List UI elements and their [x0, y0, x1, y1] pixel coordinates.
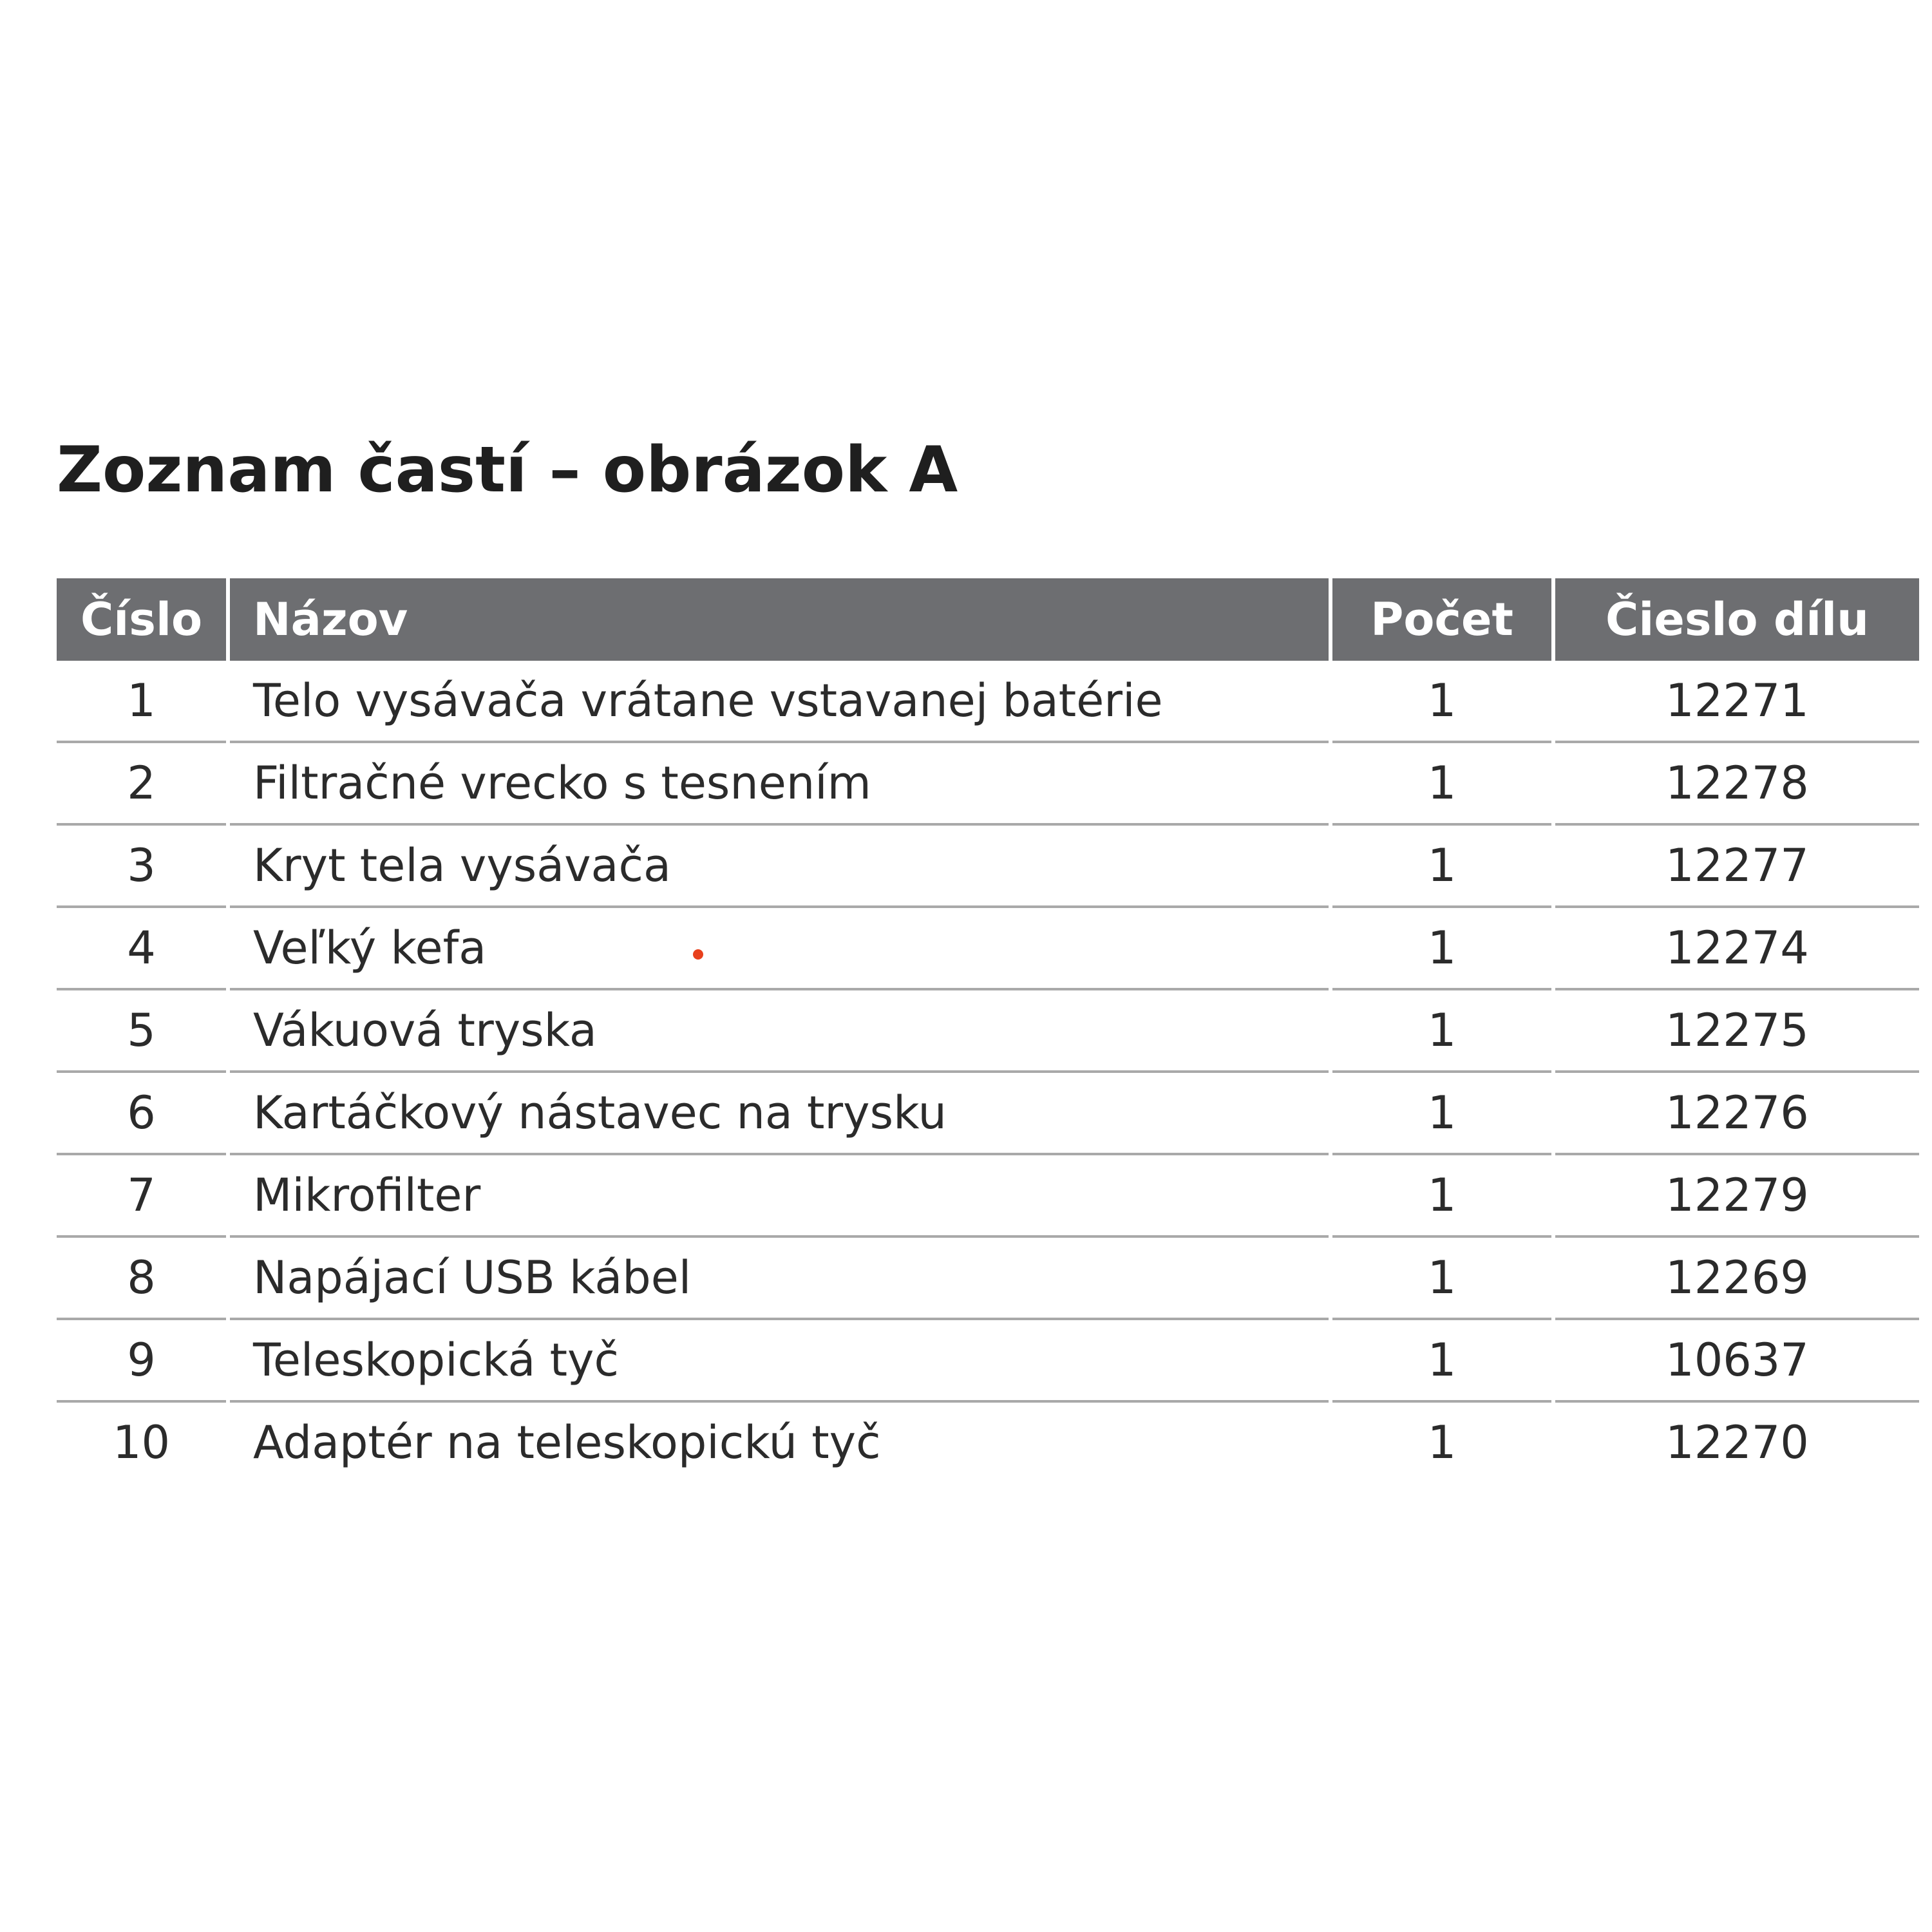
cell-quantity: 1: [1331, 824, 1553, 907]
cell-part-number: 12277: [1553, 824, 1919, 907]
cell-name: Mikrofilter: [228, 1154, 1331, 1236]
cell-name: Veľký kefa: [228, 907, 1331, 989]
cell-name: Filtračné vrecko s tesnením: [228, 742, 1331, 824]
cell-quantity: 1: [1331, 907, 1553, 989]
cell-name: Napájací USB kábel: [228, 1236, 1331, 1319]
cell-number: 3: [57, 824, 228, 907]
cell-quantity: 1: [1331, 1072, 1553, 1154]
cell-number: 5: [57, 989, 228, 1072]
table-row: [57, 1319, 1919, 1401]
table-row: [57, 661, 1919, 742]
cell-part-number: 10637: [1553, 1319, 1919, 1401]
header-part-number: Čieslo dílu: [1553, 578, 1919, 661]
table-row: [57, 742, 1919, 824]
table-row: [57, 1401, 1919, 1482]
table-row: [57, 1154, 1919, 1236]
cell-number: 1: [127, 674, 156, 727]
cell-name: Telo vysávača vrátane vstavanej batérie: [228, 661, 1331, 742]
marker-dot: [693, 949, 703, 960]
cell-number: 8: [57, 1236, 228, 1319]
table-row: [57, 824, 1919, 907]
cell-part-number: 12274: [1553, 907, 1919, 989]
cell-quantity: 1: [1331, 1401, 1553, 1482]
cell-part-number: 12279: [1553, 1154, 1919, 1236]
cell-number: 6: [57, 1072, 228, 1154]
cell-part-number: 12269: [1553, 1236, 1919, 1319]
cell-name: Kartáčkový nástavec na trysku: [228, 1072, 1331, 1154]
cell-number: 2: [57, 742, 228, 824]
table-row: [57, 989, 1919, 1072]
table-header-row: [57, 578, 1919, 661]
cell-quantity: 1: [1331, 1236, 1553, 1319]
table-row: [57, 907, 1919, 989]
cell-part-number: 12275: [1553, 989, 1919, 1072]
cell-name: Vákuová tryska: [228, 989, 1331, 1072]
cell-part-number: 12278: [1553, 742, 1919, 824]
cell-quantity: 1: [1331, 1319, 1553, 1401]
cell-quantity: 1: [1331, 1154, 1553, 1236]
cell-name: Teleskopická tyč: [228, 1319, 1331, 1401]
cell-number: 7: [57, 1154, 228, 1236]
cell-part-number: 12270: [1553, 1401, 1919, 1482]
cell-part-number: 12271: [1553, 661, 1919, 742]
cell-part-number: 12276: [1553, 1072, 1919, 1154]
cell-name: Kryt tela vysávača: [228, 824, 1331, 907]
page-title: Zoznam častí – obrázok A: [57, 433, 958, 507]
cell-quantity: 1: [1331, 661, 1553, 742]
header-number: Číslo: [57, 578, 228, 661]
table-row: [57, 1236, 1919, 1319]
header-name: Názov: [228, 578, 1331, 661]
cell-number: 9: [57, 1319, 228, 1401]
header-quantity: Počet: [1331, 578, 1553, 661]
cell-name: Adaptér na teleskopickú tyč: [228, 1401, 1331, 1482]
cell-number: 4: [57, 907, 228, 989]
cell-number: 10: [57, 1401, 228, 1482]
parts-table: [57, 578, 1919, 1482]
cell-quantity: 1: [1331, 742, 1553, 824]
cell-quantity: 1: [1331, 989, 1553, 1072]
table-row: [57, 1072, 1919, 1154]
